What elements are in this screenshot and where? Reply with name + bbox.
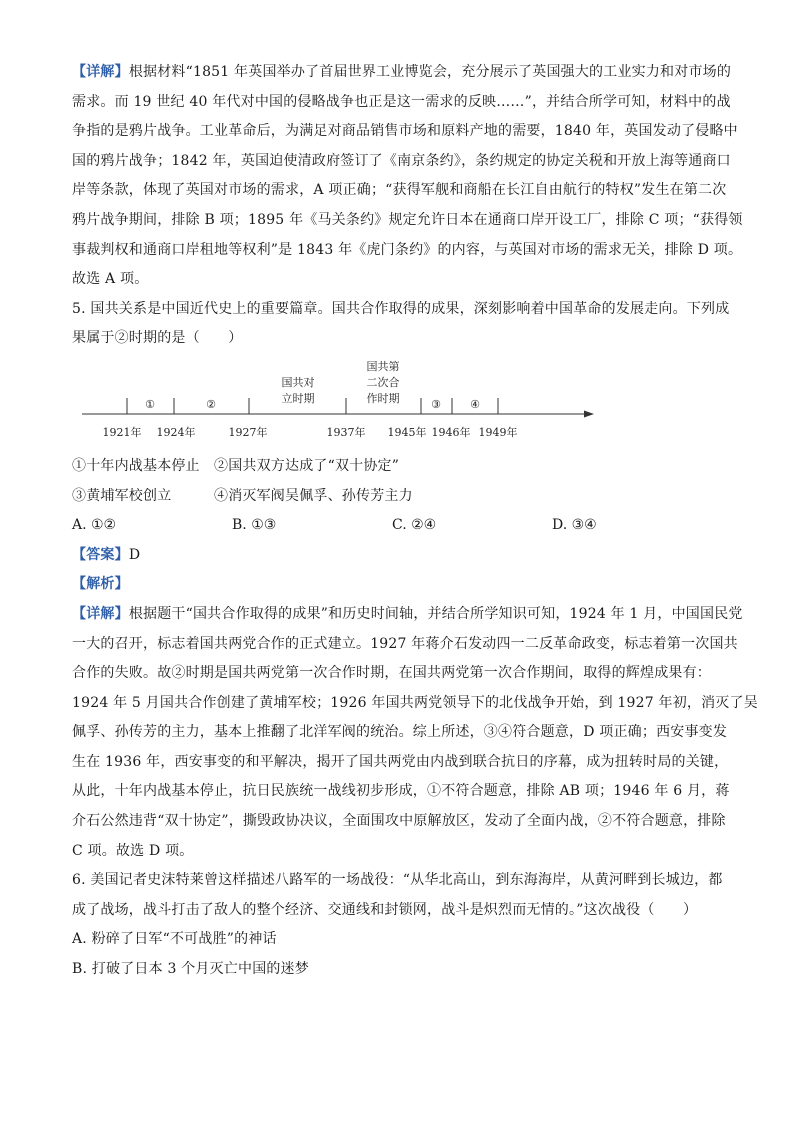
history-timeline [72,356,722,452]
period-opposition-label: 国共对 [281,375,315,389]
option-d: D. ③④ [552,517,597,534]
detail-line: 需求。而 19 世纪 40 年代对中国的侵略战争也正是这一需求的反映……”，并结合所学可知，材料中的战 [72,93,731,110]
answer-tag: 【答案】 [72,546,129,563]
question-stem: 成了战场，战斗打击了敌人的整个经济、交通线和封锁网，战斗是炽烈而无情的。”这次战役（ ） [72,901,698,918]
question-stem: 果属于②时期的是（ ） [72,330,243,347]
detail-line: 事裁判权和通商口岸租地等权利”是 1843 年《虎门条约》的内容，与英国对市场的需求无关，排除 D 项。 [72,241,743,258]
detail-line: 从此，十年内战基本停止，抗日民族统一战线初步形成，①不符合题意，排除 AB 项；1946 年 6 月，蒋 [72,783,730,800]
period-1-label: ① [145,397,155,411]
question-5 [72,295,758,867]
detail-line: 争指的是鸦片战争。工业革命后，为满足对商品销售市场和原料产地的需要，1840 年，英国发动了侵略中 [72,123,738,140]
year-label: 1945年 [387,425,427,439]
statement-line: ③黄埔军校创立 ④消灭军阀吴佩孚、孙传芳主力 [72,487,413,504]
option-a: A. 粉碎了日军“不可战胜”的神话 [72,931,277,948]
year-label: 1946年 [431,425,471,439]
period-2-label: ② [206,397,216,411]
period-cooperation-label: 二次合 [366,375,400,389]
question-stem: 6. 美国记者史沫特莱曾这样描述八路军的一场战役：“从华北高山，到东海海岸，从黄河畔到长城边，都 [72,872,723,889]
option-b: B. 打破了日本 3 个月灭亡中国的迷梦 [72,961,309,978]
option-c: C. ②④ [392,517,437,534]
detail-line: 根据材料“1851 年英国举办了首届世界工业博览会，充分展示了英国强大的工业实力和对市场的 [128,64,732,80]
timeline-arrow [584,410,594,417]
period-4-label: ④ [470,397,480,411]
detail-line: 佩孚、孙传芳的主力，基本上推翻了北洋军阀的统治。综上所述，③④符合题意，D 项正确；西安事变发 [72,724,728,741]
answer-options [72,511,722,541]
detail-line: 鸦片战争期间，排除 B 项；1895 年《马关条约》规定允许日本在通商口岸开设工厂，排除 C 项；“获得领 [72,211,743,228]
period-3-label: ③ [431,397,441,411]
question-stem: 5. 国共关系是中国近代史上的重要篇章。国共合作取得的成果，深刻影响着中国革命的发展走向。下列成 [72,300,730,317]
year-label: 1924年 [156,425,196,439]
detail-line: 岸等条款，体现了英国对市场的需求，A 项正确；“获得军舰和商船在长江自由航行的特权”发生在第二次 [72,182,727,199]
analysis-tag: 【解析】 [72,576,129,593]
detail-line: 1924 年 5 月国共合作创建了黄埔军校；1926 年国共两党领导下的北伐战争开始，到 1927 年初，消灭了吴 [72,694,758,711]
detail-line: 生在 1936 年，西安事变的和平解决，揭开了国共两党由内战到联合抗日的序幕，成为扭转时局的关键， [72,753,729,770]
q4-detail [72,58,743,295]
option-b: B. ①③ [232,517,277,534]
period-cooperation-label: 国共第 [366,359,400,373]
year-label: 1927年 [228,425,268,439]
period-opposition-label: 立时期 [281,391,315,405]
detail-line: 一大的召开，标志着国共两党合作的正式建立。1927 年蒋介石发动四一二反革命政变，标志着第一次国共 [72,635,738,652]
answer-value: D [128,546,141,563]
document-page [72,58,758,985]
year-label: 1949年 [478,425,518,439]
year-label: 1921年 [102,425,142,439]
detail-line: 根据题干“国共合作取得的成果”和历史时间轴，并结合所学知识可知，1924 年 1 月，中国国民党 [128,605,743,622]
detail-line: 国的鸦片战争；1842 年，英国迫使清政府签订了《南京条约》，条约规定的协定关税和开放上海等通商口 [72,152,731,169]
option-a: A. ①② [72,517,117,534]
question-6 [72,866,722,984]
detail-line: 合作的失败。故②时期是国共两党第一次合作时期，在国共两党第一次合作期间，取得的辉煌成果有： [72,665,711,682]
statement-line: ①十年内战基本停止 ②国共双方达成了“双十协定” [72,457,400,474]
detail-line: 故选 A 项。 [72,271,149,288]
timeline-svg [72,356,612,452]
detail-tag: 【详解】 [72,605,129,622]
detail-line: 介石公然违背“双十协定”，撕毁政协决议，全面围攻中原解放区，发动了全面内战，②不符合题意，排除 [72,813,726,830]
period-cooperation-label: 作时期 [366,391,400,405]
detail-line: C 项。故选 D 项。 [72,842,194,859]
year-label: 1937年 [326,425,366,439]
detail-tag: 【详解】 [72,64,129,80]
